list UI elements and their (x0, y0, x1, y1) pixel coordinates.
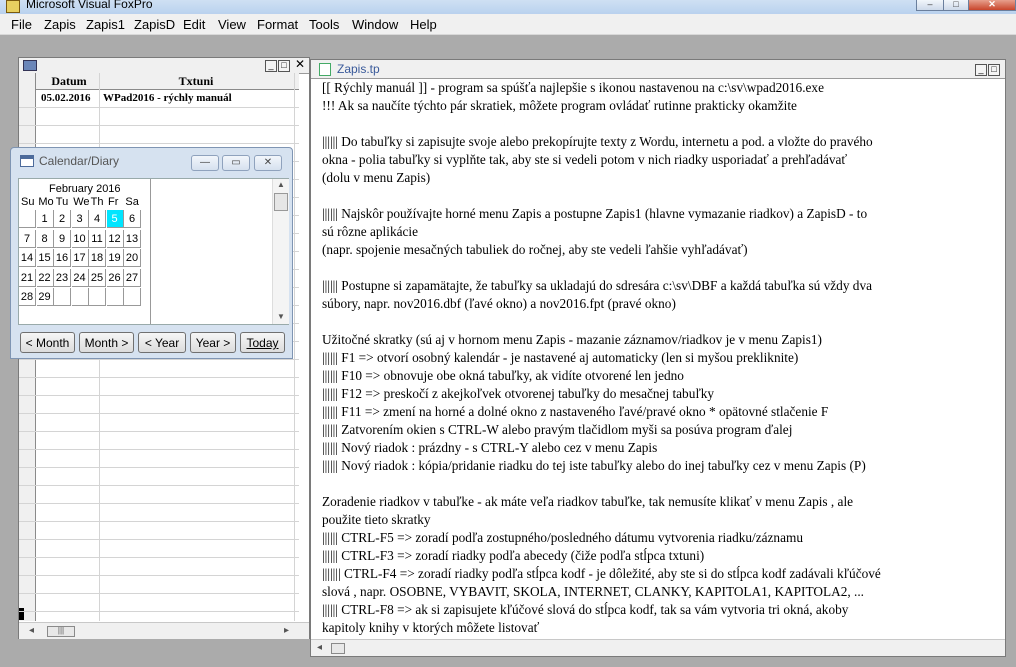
grid-row-line (19, 413, 299, 414)
memo-text-line: |||||| Nový riadok : kópia/pridanie riadku do tej iste tabuľky alebo do inej tabuľky cez v menu Zapis (P) (322, 458, 866, 473)
calendar-day[interactable]: 16 (54, 249, 71, 267)
weekday-label: Su (21, 196, 35, 208)
prev-year-button[interactable]: < Year (138, 332, 186, 353)
calendar-day[interactable]: 21 (19, 269, 36, 287)
calendar-minimize-button[interactable]: — (191, 155, 219, 171)
calendar-divider (150, 179, 151, 324)
memo-text-line: |||||| Postupne si zapamätajte, že tabuľky sa ukladajú do sdresára c:\sv\DBF a každá tabuľka sú vždy dva (322, 278, 873, 293)
menu-zapis[interactable]: Zapis (44, 17, 76, 32)
menu-file[interactable]: File (11, 17, 32, 32)
memo-text-line: |||||| CTRL-F3 => zoradí riadky podľa abecedy (čiže podľa stĺpca txtuni) (322, 548, 705, 563)
memo-text-line: kapitoly knihy v ktorých môžete listovať (322, 620, 540, 635)
calendar-maximize-button[interactable]: ▭ (222, 155, 250, 171)
calendar-day[interactable]: 2 (54, 210, 71, 228)
calendar-day[interactable]: 17 (72, 249, 89, 267)
next-month-button[interactable]: Month > (79, 332, 134, 353)
calendar-grid[interactable] (18, 178, 289, 325)
memo-text-line: (napr. spojenie mesačných tabuliek do ročnej, aby ste vedeli ľahšie vyhľadávať) (322, 242, 748, 257)
grid-corner (19, 73, 36, 89)
weekday-label: Fr (108, 196, 119, 208)
grid-row-line (19, 107, 299, 108)
memo-text-line: |||||| F1 => otvorí osobný kalendár - je nastavené aj automaticky (len si myšou prekliknite) (322, 350, 799, 365)
memo-text-line: Užitočné skratky (sú aj v hornom menu Zapis - mazanie záznamov/riadkov je v menu Zapis1) (322, 332, 822, 347)
calendar-vertical-scrollbar[interactable] (272, 179, 289, 324)
document-icon (319, 63, 331, 76)
weekday-label: Tu (55, 196, 69, 208)
calendar-day[interactable]: 27 (124, 269, 141, 287)
memo-text-line: sú rôzne aplikácie (322, 224, 418, 239)
calendar-day[interactable]: 26 (107, 269, 124, 287)
memo-text-line: okna - polia tabuľky si vyplňte tak, aby ste si vedeli potom v nich riadky usporiadať a prehľadávať (322, 152, 848, 167)
calendar-day[interactable]: 8 (37, 230, 54, 248)
grid-row-line (19, 503, 299, 504)
calendar-icon (20, 155, 34, 167)
memo-text-line: ||||||| CTRL-F4 => zoradí riadky podľa stĺpca kodf - je dôležité, aby ste si do stĺpca kodf zadávali kľúčové (322, 566, 881, 581)
column-header-txtuni[interactable]: Txtuni (178, 74, 214, 88)
foxpro-app-icon (6, 0, 20, 13)
calendar-title: Calendar/Diary (39, 154, 120, 168)
memo-text-line: |||||| Zatvorením okien s CTRL-W alebo pravým tlačidlom myši sa posúva program ďalej (322, 422, 793, 437)
close-window-button[interactable]: ✕ (968, 0, 1016, 11)
memo-text-line: Zoradenie riadkov v tabuľke - ak máte veľa riadkov tabuľke, tak nemusíte klikať v menu Zapis , ale (322, 494, 854, 509)
memo-scroll-left-arrow-icon[interactable]: ◂ (317, 642, 323, 653)
calendar-day[interactable]: 3 (72, 210, 89, 228)
browse-maximize-button[interactable]: □ (278, 60, 290, 72)
calendar-day[interactable]: 10 (72, 230, 89, 248)
calendar-day[interactable]: 1 (37, 210, 54, 228)
grid-row-line (19, 557, 299, 558)
memo-text-line: |||||| F10 => obnovuje obe okná tabuľky, ak vidíte otvorené len jedno (322, 368, 684, 383)
grid-row-line (19, 125, 299, 126)
grid-row-line (19, 575, 299, 576)
memo-text-line: |||||| CTRL-F8 => ak si zapisujete kľúčové slová do stĺpca kodf, tak sa vám vytvoria tri okná, akoby (322, 602, 849, 617)
weekday-label: Th (90, 196, 104, 208)
grid-row-line (19, 611, 299, 612)
memo-window-titlebar[interactable] (311, 60, 1005, 79)
app-title-bar (0, 0, 1016, 14)
browse-window-titlebar[interactable] (19, 58, 309, 74)
menu-edit[interactable]: Edit (183, 17, 206, 32)
browse-horizontal-scrollbar[interactable] (19, 622, 309, 639)
calendar-scroll-thumb[interactable] (274, 193, 288, 211)
calendar-day[interactable]: 25 (89, 269, 106, 287)
calendar-day[interactable]: 7 (19, 230, 36, 248)
memo-scroll-thumb[interactable] (331, 643, 345, 654)
calendar-close-button[interactable]: ✕ (254, 155, 282, 171)
menu-tools[interactable]: Tools (309, 17, 340, 32)
grid-row-line (19, 593, 299, 594)
grid-row-line (19, 143, 299, 144)
calendar-window[interactable] (10, 147, 293, 359)
menu-zapis1[interactable]: Zapis1 (86, 17, 126, 32)
calendar-day[interactable]: 9 (54, 230, 71, 248)
calendar-empty-day (89, 288, 106, 306)
memo-text-line: |||||| Do tabuľky si zapisujte svoje alebo prekopírujte texty z Wordu, internetu a pod. a vložte do pravého (322, 134, 873, 149)
calendar-day[interactable]: 28 (19, 288, 36, 306)
calendar-empty-day (107, 288, 124, 306)
menu-help[interactable]: Help (410, 17, 437, 32)
mdi-client-area (0, 35, 1016, 667)
memo-minimize-button[interactable]: _ (975, 64, 987, 76)
scroll-left-arrow-icon[interactable]: ◂ (29, 625, 35, 636)
menu-zapisd[interactable]: ZapisD (134, 17, 176, 32)
calendar-day[interactable]: 19 (107, 249, 124, 267)
memo-text-line: |||||| F12 => preskočí z akejkoľvek otvorenej tabuľky do mesačnej tabuľky (322, 386, 715, 401)
grid-row-line (19, 485, 299, 486)
memo-horizontal-scrollbar[interactable] (311, 639, 1005, 656)
calendar-day[interactable]: 23 (54, 269, 71, 287)
scroll-right-arrow-icon[interactable]: ▸ (284, 625, 290, 636)
memo-text-line: |||||| F11 => zmení na horné a dolné okno z nastaveného ľavé/pravé okno * opätovné stlačenie F (322, 404, 829, 419)
scroll-up-arrow-icon[interactable]: ▲ (277, 180, 285, 189)
calendar-day[interactable]: 11 (89, 230, 106, 248)
cell-datum[interactable]: 05.02.2016 (41, 92, 91, 104)
calendar-day[interactable]: 24 (72, 269, 89, 287)
grid-row-line (19, 431, 299, 432)
calendar-day[interactable]: 5 (107, 210, 124, 228)
calendar-day[interactable]: 15 (37, 249, 54, 267)
memo-text-line: |||||| CTRL-F5 => zoradí podľa zostupného/posledného dátumu vytvorenia riadku/záznamu (322, 530, 803, 545)
browse-close-button[interactable]: ✕ (295, 57, 306, 71)
grid-row-line (19, 521, 299, 522)
memo-maximize-button[interactable]: □ (988, 64, 1000, 76)
calendar-empty-day (19, 210, 36, 228)
memo-window-title: Zapis.tp (337, 62, 380, 76)
memo-text-line: použite tieto skratky (322, 512, 431, 527)
browse-minimize-button[interactable]: _ (265, 60, 277, 72)
calendar-day[interactable]: 13 (124, 230, 141, 248)
memo-text-line: |||||| Nový riadok : prázdny - s CTRL-Y alebo cez v menu Zapis (322, 440, 658, 455)
cell-txtuni[interactable]: WPad2016 - rýchly manuál (103, 92, 232, 104)
maximize-window-button[interactable]: □ (943, 0, 969, 11)
menu-format[interactable]: Format (257, 17, 299, 32)
calendar-day[interactable]: 6 (124, 210, 141, 228)
today-button[interactable]: Today (240, 332, 285, 353)
menu-window[interactable]: Window (352, 17, 399, 32)
record-pointer (19, 608, 24, 620)
calendar-day[interactable]: 20 (124, 249, 141, 267)
scroll-down-arrow-icon[interactable]: ▼ (277, 312, 285, 321)
grid-row-line (19, 359, 299, 360)
calendar-day[interactable]: 29 (37, 288, 54, 306)
minimize-window-button[interactable]: – (916, 0, 944, 11)
weekday-label: We (73, 196, 90, 208)
table-icon (23, 60, 37, 71)
scroll-thumb[interactable]: ||| (47, 626, 75, 637)
memo-text-line: (dolu v menu Zapis) (322, 170, 431, 185)
calendar-month-label: February 2016 (49, 183, 121, 195)
grid-row-line (19, 377, 299, 378)
menu-view[interactable]: View (218, 17, 246, 32)
memo-text-line: slová , napr. OSOBNE, VYBAVIT, SKOLA, INTERNET, CLANKY, KAPITOLA1, KAPITOLA2, ... (322, 584, 864, 599)
grid-row-line (19, 539, 299, 540)
memo-text-line: |||||| Najskôr používajte horné menu Zapis a postupne Zapis1 (hlavne vymazanie riadkov) a ZapisD - to (322, 206, 868, 221)
calendar-day[interactable]: 22 (37, 269, 54, 287)
calendar-empty-day (124, 288, 141, 306)
prev-month-button[interactable]: < Month (20, 332, 75, 353)
menu-bar (0, 14, 1016, 35)
calendar-day[interactable]: 12 (107, 230, 124, 248)
grid-header (19, 73, 299, 90)
next-year-button[interactable]: Year > (190, 332, 236, 353)
weekday-label: Mo (38, 196, 54, 208)
memo-text-line: [[ Rýchly manuál ]] - program sa spúšťa najlepšie s ikonou nastavenou na c:\sv\wpad2016.exe (322, 80, 824, 95)
app-title: Microsoft Visual FoxPro (26, 0, 153, 11)
grid-row-line (19, 395, 299, 396)
calendar-empty-day (54, 288, 71, 306)
memo-text-line: !!! Ak sa naučíte týchto pár skratiek, môžete program ovládať rutinne prakticky okamžite (322, 98, 797, 113)
column-header-datum[interactable]: Datum (51, 74, 87, 88)
memo-text-line: súbory, napr. nov2016.dbf (ľavé okno) a nov2016.fpt (pravé okno) (322, 296, 676, 311)
calendar-day[interactable]: 14 (19, 249, 36, 267)
calendar-day[interactable]: 4 (89, 210, 106, 228)
grid-row-line (19, 467, 299, 468)
calendar-empty-day (72, 288, 89, 306)
grid-row-line (19, 449, 299, 450)
grid-column-line (294, 73, 295, 621)
calendar-day[interactable]: 18 (89, 249, 106, 267)
weekday-label: Sa (125, 196, 139, 208)
